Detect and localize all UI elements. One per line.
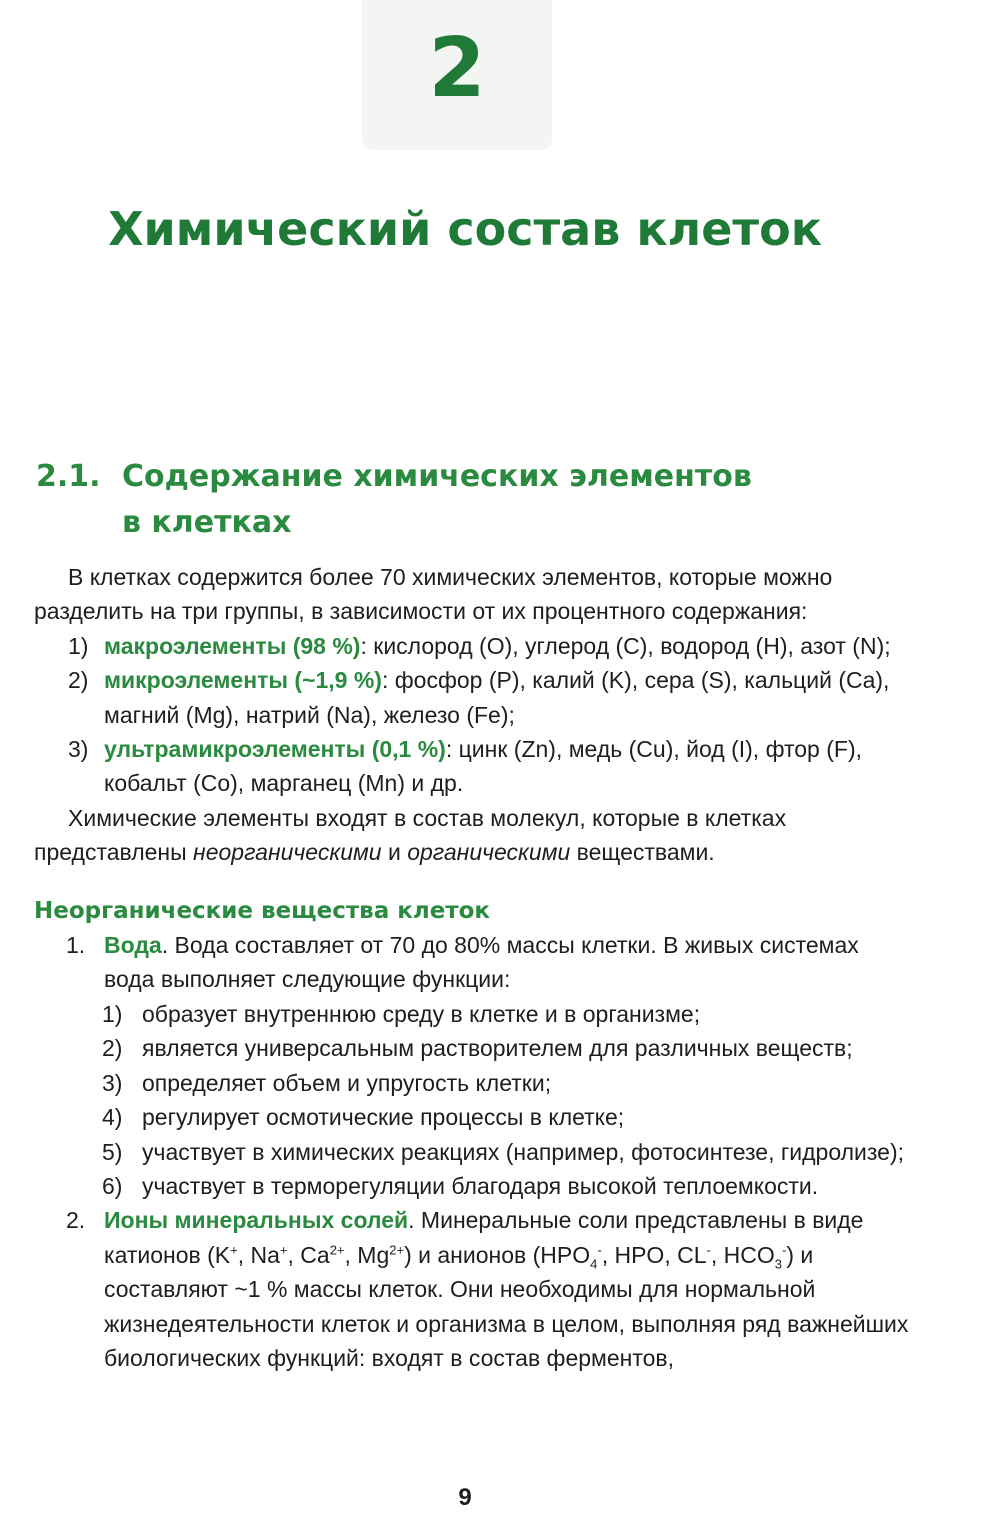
list-text: : кислород (O), углерод (C), водород (H), азот (N); <box>360 632 891 659</box>
sub-number: 1) <box>102 1000 123 1027</box>
sub-number: 3) <box>102 1069 123 1096</box>
text-span: , Mg <box>344 1241 390 1268</box>
sub-number: 4) <box>102 1104 123 1131</box>
subscript: 4 <box>590 1256 598 1272</box>
text-span: веществами. <box>570 839 715 866</box>
superscript: 2+ <box>329 1242 345 1258</box>
molecules-paragraph <box>34 801 914 870</box>
text-span: , HPO, CL <box>601 1241 707 1268</box>
text-span: ) и анионов (HPO <box>404 1241 591 1268</box>
sub-number: 6) <box>102 1172 123 1199</box>
superscript: + <box>230 1242 238 1258</box>
superscript: - <box>706 1242 711 1258</box>
sub-text: определяет объем и упругость клетки; <box>142 1069 552 1096</box>
text-span: , HCO <box>710 1241 775 1268</box>
list-item <box>34 663 914 732</box>
intro-paragraph: В клетках содержится более 70 химических элементов, которые можно разделить на три группы, в зависимости от их процентного содержания: <box>34 564 833 625</box>
term: микроэлементы (~1,9 %) <box>104 667 382 694</box>
list-text: : цинк (Zn), медь (Cu), йод (I), фтор (F), кобальт (Co), марганец (Mn) и др. <box>104 736 862 797</box>
superscript: - <box>597 1242 602 1258</box>
sub-number: 2) <box>102 1035 123 1062</box>
list-item-water <box>34 928 914 997</box>
list-number: 2. <box>66 1207 86 1234</box>
section-title-line2: в клетках <box>122 505 292 540</box>
superscript: 2+ <box>389 1242 405 1258</box>
sub-item <box>34 1031 914 1065</box>
list-number: 3) <box>68 736 89 763</box>
text-span: ) и составляют ~1 % массы клеток. Они необходимы для нормальной жизнедеятельности клеток и организма в целом, выполняя ряд важнейших биологических функций: входят в состав ферментов, <box>104 1241 909 1371</box>
term: Вода <box>104 932 162 959</box>
text-span: , Ca <box>287 1241 330 1268</box>
sub-item <box>34 1169 914 1203</box>
sub-text: участвует в химических реакциях (например, фотосинтезе, гидролизе); <box>142 1138 905 1165</box>
page-number: 9 <box>458 1484 472 1511</box>
body-text <box>34 560 914 1375</box>
chapter-title: Химический состав клеток <box>108 202 822 256</box>
superscript: + <box>279 1242 288 1258</box>
sub-text: является универсальным растворителем для различных веществ; <box>142 1035 853 1062</box>
list-text: : фосфор (P), калий (K), сера (S), кальций (Ca), магний (Mg), натрий (Na), железо (Fe); <box>104 667 890 728</box>
section-title-line1: Содержание химических элементов <box>122 459 752 494</box>
italic-term: неорганическими <box>193 839 382 866</box>
list-item <box>34 629 914 663</box>
list-number: 1. <box>66 932 86 959</box>
sub-item <box>34 1066 914 1100</box>
list-number: 1) <box>68 632 89 659</box>
sub-number: 5) <box>102 1138 123 1165</box>
list-item <box>34 732 914 801</box>
sub-item <box>34 997 914 1031</box>
text-span: Химические элементы входят в состав молекул, которые в клетках представлены <box>34 804 787 866</box>
italic-term: органическими <box>407 839 571 866</box>
chapter-number: 2 <box>428 21 486 116</box>
sub-text: участвует в терморегуляции благодаря высокой теплоемкости. <box>142 1172 819 1199</box>
list-text: . Вода составляет от 70 до 80% массы клетки. В живых системах вода выполняет следующие функции: <box>104 932 859 993</box>
superscript: - <box>781 1242 787 1258</box>
text-span: и <box>381 839 408 866</box>
sub-text: регулирует осмотические процессы в клетке; <box>142 1104 625 1131</box>
list-number: 2) <box>68 667 89 694</box>
term: макроэлементы (98 %) <box>104 632 361 659</box>
sub-text: образует внутреннюю среду в клетке и в организме; <box>142 1000 701 1027</box>
sub-item <box>34 1135 914 1169</box>
subscript: 3 <box>774 1256 782 1272</box>
list-item-salts <box>34 1203 914 1375</box>
text-span: . Минеральные соли представлены в виде катионов (K <box>104 1207 864 1268</box>
text-span: , Na <box>237 1241 280 1268</box>
sub-item <box>34 1100 914 1134</box>
term: ультрамикроэлементы (0,1 %) <box>104 736 446 763</box>
term: Ионы минеральных солей <box>104 1207 409 1234</box>
section-number: 2.1. <box>36 459 101 494</box>
subsection-heading: Неорганические вещества клеток <box>34 897 491 924</box>
